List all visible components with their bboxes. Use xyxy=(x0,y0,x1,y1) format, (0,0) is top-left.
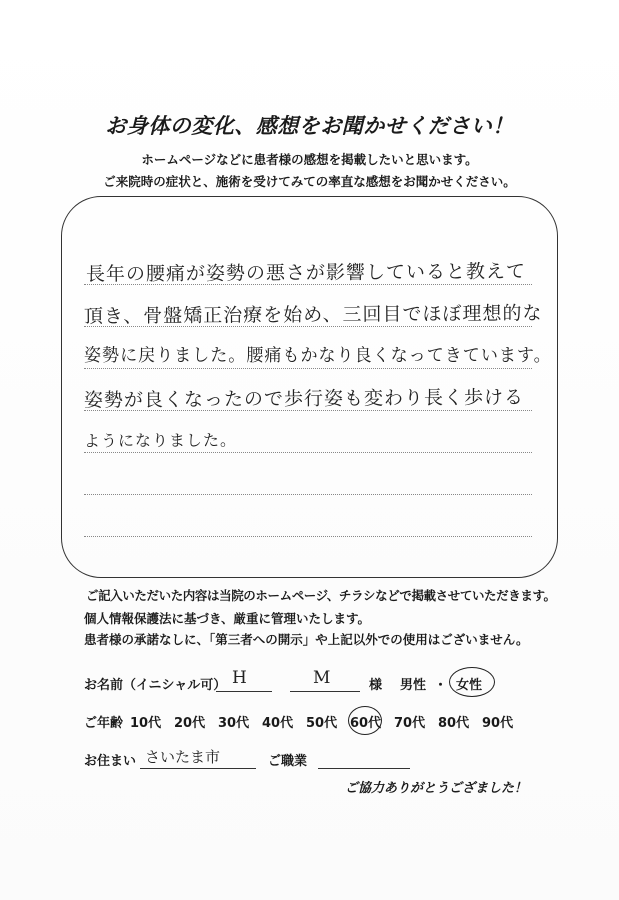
honorific-label: 様 xyxy=(369,678,383,693)
comment-line-5: ようになりました。 xyxy=(83,430,238,451)
notice-line-3: 患者様の承諾なしに、「第三者への開示」や上記以外での使用はございません。 xyxy=(84,632,529,647)
occupation-line[interactable] xyxy=(318,768,410,769)
notice-line-1: ご記入いただいた内容は当院のホームページ、チラシなどで掲載させていただきます。 xyxy=(86,588,556,603)
age-option-80[interactable]: 80代 xyxy=(438,716,470,731)
male-option[interactable]: 男性 xyxy=(400,678,427,693)
initial-1-value: H xyxy=(232,668,247,688)
age-option-30[interactable]: 30代 xyxy=(218,716,250,731)
age-option-70[interactable]: 70代 xyxy=(394,716,426,731)
ruled-line xyxy=(84,368,532,369)
initial-2-value: M xyxy=(313,668,331,688)
female-option[interactable]: 女性 xyxy=(456,678,483,693)
occupation-label: ご職業 xyxy=(268,754,308,769)
age-selected-circle xyxy=(348,706,382,735)
address-label: お住まい xyxy=(84,754,137,769)
ruled-line xyxy=(84,536,532,537)
age-option-20[interactable]: 20代 xyxy=(174,716,206,731)
ruled-line xyxy=(84,452,532,453)
age-option-90[interactable]: 90代 xyxy=(482,716,514,731)
female-selected-circle xyxy=(449,667,495,697)
age-option-50[interactable]: 50代 xyxy=(306,716,338,731)
comment-line-1: 長年の腰痛が姿勢の悪さが影響していると教えて xyxy=(85,260,527,286)
notice-line-2: 個人情報保護法に基づき、厳重に管理いたします。 xyxy=(84,611,371,626)
comment-line-4: 姿勢が良くなったので歩行姿も変わり長く歩ける xyxy=(83,386,525,412)
age-option-60[interactable]: 60代 xyxy=(350,716,382,731)
ruled-line xyxy=(84,494,532,495)
gender-separator: ・ xyxy=(434,678,448,693)
name-label: お名前（イニシャル可） xyxy=(84,678,227,693)
subtitle-2: ご来院時の症状と、施術を受けてみての率直な感想をお聞かせください。 xyxy=(103,174,516,189)
age-option-40[interactable]: 40代 xyxy=(262,716,294,731)
address-line[interactable] xyxy=(140,768,256,769)
thanks-message: ご協力ありがとうござました！ xyxy=(345,781,528,796)
subtitle-1: ホームページなどに患者様の感想を掲載したいと思います。 xyxy=(141,152,478,167)
page-title: お身体の変化、感想をお聞かせください！ xyxy=(105,114,514,138)
initial-2-line[interactable] xyxy=(290,691,360,692)
age-label: ご年齢 xyxy=(84,716,124,731)
address-value: さいたま市 xyxy=(145,748,221,766)
comment-line-3: 姿勢に戻りました。腰痛もかなり良くなってきています。 xyxy=(84,346,552,366)
initial-1-line[interactable] xyxy=(216,691,272,692)
age-option-10[interactable]: 10代 xyxy=(130,716,162,731)
comment-line-2: 頂き、骨盤矯正治療を始め、三回目でほぼ理想的な xyxy=(83,302,543,328)
